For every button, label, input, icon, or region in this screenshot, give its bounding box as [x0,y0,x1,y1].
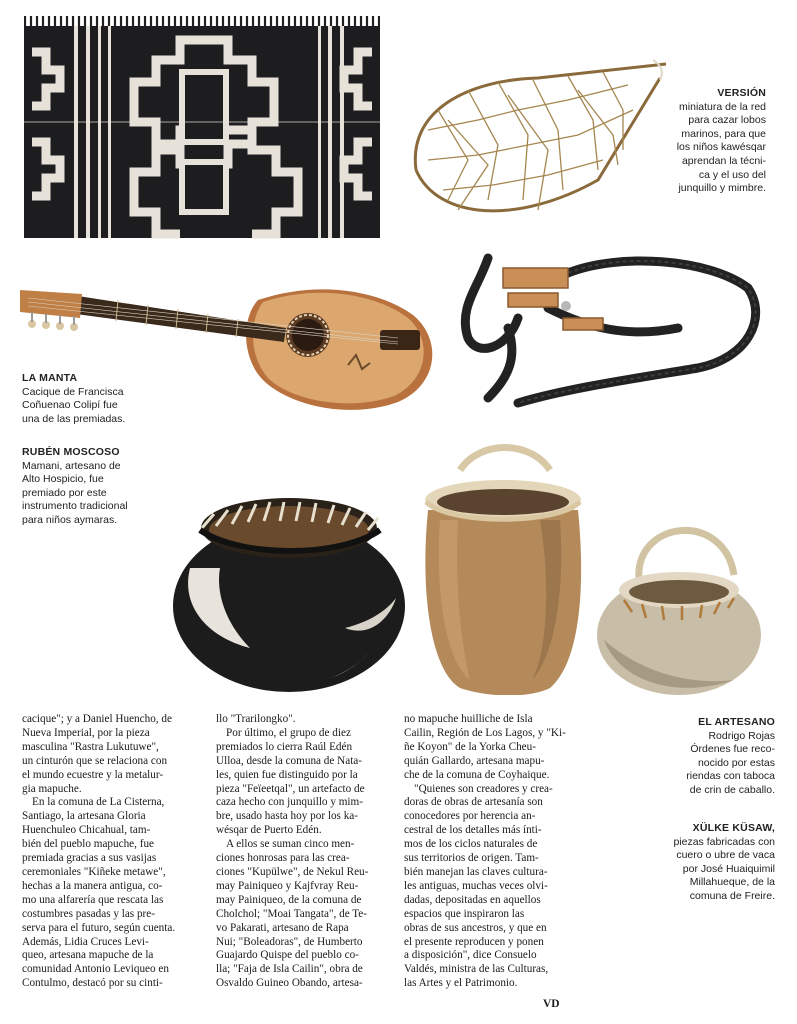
article-line: mo una alfarería que rescata las [22,893,164,906]
caption-artesano-title: EL ARTESANO [698,716,775,728]
dark-hide-bowl-photo [170,488,408,693]
article-line: premiada gracias a sus vasijas [22,852,157,865]
caption-line: Millahueque, de la [689,876,775,889]
article-line: conocedores por herencia an- [404,810,536,823]
caption-ruben-title: RUBÉN MOSCOSO [22,446,120,458]
caption-manta-title: LA MANTA [22,372,78,384]
caption-line: nocido por estas [697,756,775,769]
caption-line: Alto Hospicio, fue [22,473,104,486]
article-line: "Quienes son creadores y crea- [414,782,553,795]
article-line: premiados lo cierra Raúl Edén [216,740,353,753]
caption-line: premiado por este [22,486,107,499]
caption-line: comuna de Freire. [689,889,775,902]
caption-line: Rodrigo Rojas [708,729,775,742]
article-line: a disposición", dice Consuelo [404,949,537,962]
article-line: comunidad Antonio Leviqueo en [22,963,169,976]
article-line: cacique"; y a Daniel Huencho, de [22,713,172,725]
article-column-2 [216,713,392,991]
article-line: may Painiqueo y Kajfvray Reu- [216,879,359,892]
article-line: Huenchuleo Chicahual, tam- [22,824,151,837]
manta-photo [22,12,382,240]
article-line: costumbres pasadas y las pre- [22,907,155,920]
article-line: les antiguas, muchas veces olvi- [404,879,548,892]
caption-line: instrumento tradicional [22,500,128,513]
article-line: un cinturón que se relaciona con [22,754,168,767]
article-line: quián Gallardo, artesana mapu- [404,754,545,767]
article-line: vo Pakarati, artesano de Rapa [216,921,349,934]
caption-line: cuero o ubre de vaca [676,849,775,862]
caption-line: marinos, para que [681,127,766,140]
caption-line: para cazar lobos [688,114,766,127]
article-line: Por último, el grupo de diez [226,726,351,739]
caption-line: Coñuenao Colipí fue [22,399,118,412]
caption-xulke-title: XÜLKE KÜSAW, [692,822,775,834]
article-line: espacios que inspiraron las [404,907,525,920]
caption-line: piezas fabricadas con [673,835,775,848]
article-line: obras de sus ancestros, y que en [404,921,547,934]
article-line: el mundo ecuestre y la metalur- [22,768,164,781]
article-column-1 [22,713,196,991]
article-line: masculina "Rastra Lukutuwe", [22,740,159,753]
article-line: cestral de los detalles más ínti- [404,824,542,837]
article-line: no mapuche huilliche de Isla [404,713,533,725]
article-line: les, quien fue distinguido por la [216,768,358,781]
article-line: Valdés, ministra de las Culturas, [404,963,549,976]
caption-line: miniatura de la red [679,100,766,113]
article-line: may Painiqueo, de la comuna de [216,893,362,906]
article-line: serva para el futuro, según cuenta. [22,921,176,934]
article-line: che de la comuna de Coyhaique. [404,768,550,781]
caption-line: los niños kawésqar [676,141,766,154]
caption-line: una de las premiadas. [22,412,126,425]
article-line: el presente reproducen y ponen [404,935,544,948]
article-line: Contulmo, destacó por su cinti- [22,977,163,990]
article-line: En la comuna de La Cisterna, [32,796,165,809]
tall-vessel-photo [420,440,588,695]
caption-line: riendas con taboca [686,770,775,783]
article-line: Además, Lidia Cruces Levi- [22,935,149,948]
article-line: pieza "Feïeetqal", un artefacto de [216,782,365,795]
caption-artesano [615,716,775,798]
caption-line: Mamani, artesano de [22,459,121,472]
caption-line: por José Huaiquimil [682,862,775,875]
caption-line: para niños aymaras. [22,513,118,526]
article-line: Ulloa, desde la comuna de Nata- [216,754,363,767]
article-line: ciones honrosas para las crea- [216,852,350,865]
end-mark: VD [543,998,560,1010]
article-line: las Artes y el Patrimonio. [404,977,518,990]
article-line: bién manejan las claves cultura- [404,865,548,878]
caption-line: Órdenes fue reco- [690,743,775,756]
caption-line: aprendan la técni- [681,154,766,167]
article-line: Osvaldo Guineo Obando, artesa- [216,977,363,990]
article-line: bién del pueblo mapuche, fue [22,838,155,851]
article-line: gia mapuche. [22,782,82,795]
article-line: llo "Trarilongko". [216,713,296,725]
article-line: caza hecho con junquillo y mim- [216,796,363,809]
caption-version-title: VERSIÓN [717,87,766,99]
article-line: doras de obras de artesanía son [404,796,543,809]
caption-line: junquillo y mimbre. [678,182,766,195]
article-line: ceremoniales "Kiñeke metawe", [22,865,166,878]
article-line: Nui; "Boleadoras", de Humberto [216,935,363,948]
article-line: Nueva Imperial, por la pieza [22,726,150,739]
caption-line: de crin de caballo. [689,783,775,796]
article-line: wésqar de Puerto Edén. [216,824,322,837]
caption-version [606,87,766,196]
caption-line: ca y el uso del [698,168,766,181]
article-line: ciones "Kupülwe", de Nekul Reu- [216,865,369,878]
caption-manta [22,372,172,426]
caption-xulke [605,822,775,904]
article-line: Cholchol; "Moai Tangata", de Te- [216,907,368,920]
article-line: ñe Koyon" de la Yorka Cheu- [404,740,536,753]
article-line: bre, usado hasta hoy por los ka- [216,810,358,823]
article-line: Guajardo Quispe del pueblo co- [216,949,359,962]
article-line: sus territorios de origen. Tam- [404,852,539,865]
article-line: Cailin, Región de Los Lagos, y "Ki- [404,726,566,739]
article-line: A ellos se suman cinco men- [226,838,355,851]
article-line: queo, artesana mapuche de la [22,949,154,962]
article-line: Santiago, la artesana Gloria [22,810,146,823]
small-basket-photo [594,510,764,700]
article-line: dadas, depositadas en aquellos [404,893,541,906]
caption-ruben [22,446,172,528]
caption-line: Cacique de Francisca [22,385,124,398]
article-line: hechas a la manera antigua, co- [22,879,163,892]
article-line: mos de los ciclos naturales de [404,838,538,851]
reins-photo [448,248,764,418]
article-line: lla; "Faja de Isla Cailin", obra de [216,963,363,976]
article-column-3 [404,713,584,991]
